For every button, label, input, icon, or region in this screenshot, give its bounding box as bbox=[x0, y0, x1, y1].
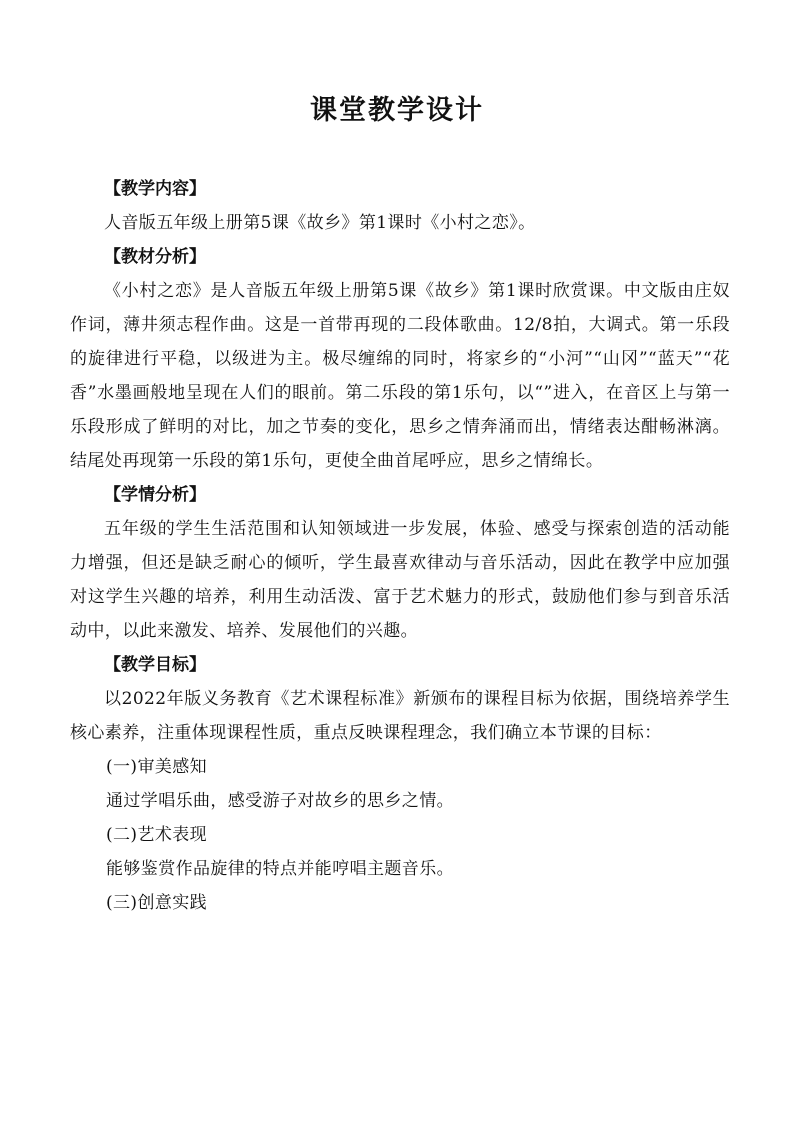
goal-label-aesthetic-perception: (一)审美感知 bbox=[106, 757, 208, 777]
section-heading-material-analysis: 【教材分析】 bbox=[104, 247, 206, 267]
document-body bbox=[70, 172, 730, 920]
teaching-content-text: 人音版五年级上册第5课《故乡》第1课时《小村之恋》。 bbox=[104, 213, 536, 233]
document-title: 课堂教学设计 bbox=[310, 95, 484, 126]
goal-text-artistic-expression: 能够鉴赏作品旋律的特点并能哼唱主题音乐。 bbox=[106, 859, 454, 879]
section-heading-teaching-goals: 【教学目标】 bbox=[104, 655, 206, 675]
goal-label-artistic-expression: (二)艺术表现 bbox=[106, 825, 208, 845]
learner-analysis-text: 五年级的学生生活范围和认知领域进一步发展，体验、感受与探索创造的活动能力增强，但还是缺乏耐心的倾听，学生最喜欢律动与音乐活动，因此在教学中应加强对这学生兴趣的培养，利用生动活泼、富于艺术魅力的形式，鼓励他们参与到音乐活动中，以此来激发、培养、发展他们的兴趣。 bbox=[70, 519, 730, 641]
section-heading-learner-analysis: 【学情分析】 bbox=[104, 485, 206, 505]
goal-label-creative-practice: (三)创意实践 bbox=[106, 893, 208, 913]
teaching-goals-intro: 以2022年版义务教育《艺术课程标准》新颁布的课程目标为依据，围绕培养学生核心素养，注重体现课程性质，重点反映课程理念，我们确立本节课的目标： bbox=[70, 689, 730, 743]
section-heading-teaching-content: 【教学内容】 bbox=[104, 179, 206, 199]
material-analysis-text: 《小村之恋》是人音版五年级上册第5课《故乡》第1课时欣赏课。中文版由庄奴作词，薄井须志程作曲。这是一首带再现的二段体歌曲。12/8拍，大调式。第一乐段的旋律进行平稳，以级进为主。极尽缠绵的同时，将家乡的“小河”“山冈”“蓝天”“花香”水墨画般地呈现在人们的眼前。第二乐段的第1乐句，以“”进入，在音区上与第一乐段形成了鲜明的对比，加之节奏的变化，思乡之情奔涌而出，情绪表达酣畅淋漓。结尾处再现第一乐段的第1乐句，更使全曲首尾呼应，思乡之情绵长。 bbox=[70, 281, 730, 471]
goal-text-aesthetic-perception: 通过学唱乐曲，感受游子对故乡的思乡之情。 bbox=[106, 791, 454, 811]
